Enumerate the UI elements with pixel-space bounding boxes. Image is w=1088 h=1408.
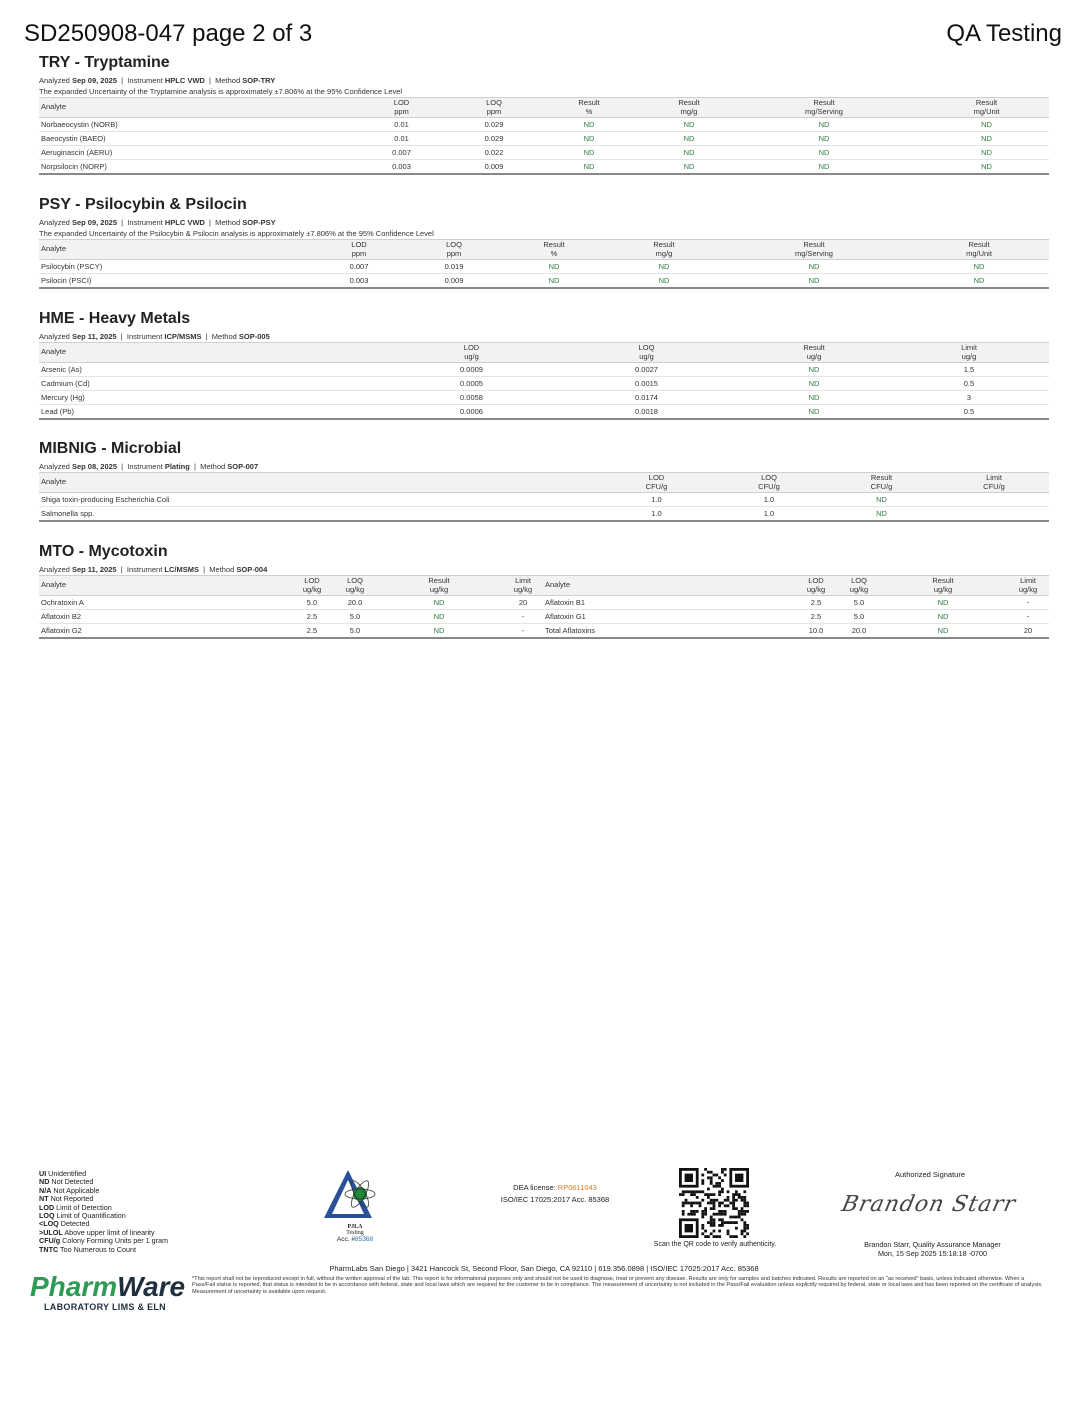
column-header: Result mg/Serving <box>805 98 843 116</box>
table-cell: ND <box>909 274 1049 289</box>
column-header: Result % <box>543 240 565 258</box>
lab-address: PharmLabs San Diego | 3421 Hancock St, Second Floor, San Diego, CA 92110 | 619.356.0898 | ISO/IEC 17025:2017 Acc. 85368 <box>329 1264 759 1273</box>
table-cell: 0.009 <box>464 160 524 175</box>
legend-entry: >ULOL Above upper limit of linearity <box>39 1227 155 1237</box>
table-cell: ND <box>609 274 719 289</box>
analysis-meta: Analyzed Sep 09, 2025 | Instrument HPLC VWD | Method SOP-PSY <box>39 218 276 227</box>
table-cell: 0.0009 <box>389 363 554 377</box>
table-cell: ND <box>924 118 1049 132</box>
pjla-accreditation <box>320 1168 390 1243</box>
pharmware-logo: PharmWare LABORATORY LIMS & ELN <box>30 1271 186 1312</box>
table-cell: ND <box>499 260 609 274</box>
column-header: Analyte <box>41 244 67 254</box>
table-cell: ND <box>724 146 924 160</box>
uncertainty-note: The expanded Uncertainty of the Psilocybin & Psilocin analysis is approximately ±7.806% at the 95% Confidence Level <box>39 229 434 238</box>
table-cell: 5.0 <box>335 610 375 624</box>
column-header: LOQ ug/kg <box>849 576 869 594</box>
column-header: Result % <box>578 98 600 116</box>
table-cell: 0.029 <box>464 132 524 146</box>
column-header: Limit ug/kg <box>513 576 533 594</box>
table-cell: ND <box>909 260 1049 274</box>
table-cell: Norpsilocin (NORP) <box>39 160 339 175</box>
column-header: Result CFU/g <box>870 473 893 491</box>
table-cell: ND <box>924 160 1049 175</box>
table-cell: ND <box>724 132 924 146</box>
results-table <box>39 97 1049 175</box>
table-row <box>39 260 1049 274</box>
table-cell: 0.0174 <box>554 391 739 405</box>
dea-license: DEA license: RP0611043 ISO/IEC 17025:2017 Acc. 85368 <box>500 1183 610 1204</box>
table-row <box>39 391 1049 405</box>
table-cell: Norbaeocystin (NORB) <box>39 118 339 132</box>
table-row <box>39 146 1049 160</box>
column-header: Limit ug/g <box>961 343 977 361</box>
column-header: LOQ CFU/g <box>758 473 780 491</box>
table-cell: 0.009 <box>409 274 499 289</box>
table-row <box>39 363 1049 377</box>
table-header-row <box>39 240 1049 260</box>
column-header: Result mg/Unit <box>973 98 1000 116</box>
legend-entry: UI Unidentified <box>39 1169 87 1178</box>
table-cell: 2.5 <box>289 624 335 639</box>
table-cell: - <box>503 610 543 624</box>
section-title: TRY - Tryptamine <box>39 54 170 71</box>
table-cell: Aflatoxin G1 <box>543 610 793 624</box>
table-cell: ND <box>739 405 889 420</box>
table-header-row <box>39 473 1049 493</box>
column-header: LOD ug/kg <box>302 576 322 594</box>
table-cell: 20 <box>503 596 543 610</box>
table-cell: 0.01 <box>339 118 464 132</box>
table-cell: 0.029 <box>464 118 524 132</box>
table-cell: 0.0015 <box>554 377 739 391</box>
table-cell: - <box>1007 610 1049 624</box>
legend-entry: LOQ Limit of Quantification <box>39 1211 126 1221</box>
column-header: Result mg/Unit <box>966 240 992 258</box>
legend-entry: ND Not Detected <box>39 1177 94 1187</box>
results-table <box>39 575 1049 639</box>
section-psy <box>39 196 1049 289</box>
table-cell: ND <box>719 274 909 289</box>
table-cell: 0.003 <box>309 274 409 289</box>
table-cell: ND <box>724 160 924 175</box>
table-cell: Arsenic (As) <box>39 363 389 377</box>
table-cell: 20.0 <box>839 624 879 639</box>
table-cell: 20 <box>1007 624 1049 639</box>
column-header: Result mg/g <box>678 98 700 116</box>
table-cell: ND <box>879 610 1007 624</box>
table-cell: ND <box>524 132 654 146</box>
column-header: Result ug/g <box>803 343 825 361</box>
column-header: Result ug/kg <box>932 576 954 594</box>
table-cell: ND <box>739 363 889 377</box>
table-row <box>39 274 1049 289</box>
column-header: Result mg/g <box>653 240 675 258</box>
results-table <box>39 239 1049 289</box>
column-header: LOD ug/g <box>463 343 480 361</box>
table-cell: 0.0058 <box>389 391 554 405</box>
column-header: Analyte <box>41 347 67 357</box>
table-cell: 0.019 <box>409 260 499 274</box>
table-cell: ND <box>924 132 1049 146</box>
column-header: Limit CFU/g <box>983 473 1005 491</box>
section-hme <box>39 310 1049 420</box>
table-cell: Lead (Pb) <box>39 405 389 420</box>
table-cell: Ochratoxin A <box>39 596 289 610</box>
table-row <box>39 610 1049 624</box>
table-cell: 0.003 <box>339 160 464 175</box>
table-cell: 0.0018 <box>554 405 739 420</box>
table-cell: ND <box>654 132 724 146</box>
results-table <box>39 342 1049 420</box>
table-cell: 3 <box>889 391 1049 405</box>
table-cell: ND <box>824 507 939 522</box>
table-cell: 1.5 <box>889 363 1049 377</box>
table-row <box>39 405 1049 420</box>
table-cell: 0.5 <box>889 405 1049 420</box>
column-header: LOQ ug/g <box>638 343 655 361</box>
legend-entry: NT Not Reported <box>39 1194 94 1204</box>
legend-entry: LOD Limit of Detection <box>39 1202 112 1212</box>
table-cell: 0.01 <box>339 132 464 146</box>
section-mibnig <box>39 440 1049 522</box>
table-cell: Aeruginascin (AERU) <box>39 146 339 160</box>
table-cell: ND <box>879 624 1007 639</box>
column-header: LOQ ppm <box>486 98 502 116</box>
table-cell: Aflatoxin B2 <box>39 610 289 624</box>
column-header: Limit ug/kg <box>1018 576 1038 594</box>
column-header: Result mg/Serving <box>795 240 833 258</box>
column-header: Result ug/kg <box>428 576 450 594</box>
table-cell: 0.007 <box>339 146 464 160</box>
table-cell: Aflatoxin G2 <box>39 624 289 639</box>
table-cell: - <box>503 624 543 639</box>
table-row <box>39 377 1049 391</box>
column-header: LOD ppm <box>351 240 367 258</box>
column-header: Analyte <box>41 102 67 112</box>
column-header: LOD ppm <box>393 98 410 116</box>
table-cell: 0.022 <box>464 146 524 160</box>
table-header-row <box>39 576 1049 596</box>
pjla-sub: Testing <box>346 1230 364 1236</box>
table-cell: ND <box>719 260 909 274</box>
company-name: QA Testing <box>946 20 1062 47</box>
table-cell: ND <box>739 377 889 391</box>
analysis-meta: Analyzed Sep 11, 2025 | Instrument LC/MSMS | Method SOP-004 <box>39 565 268 574</box>
table-cell: ND <box>724 118 924 132</box>
section-title: MTO - Mycotoxin <box>39 543 168 560</box>
table-cell: 10.0 <box>793 624 839 639</box>
table-cell: ND <box>524 146 654 160</box>
legend-entry: TNTC Too Numerous to Count <box>39 1244 136 1254</box>
table-cell: 0.0005 <box>389 377 554 391</box>
pjla-acc: Acc. #85368 <box>336 1236 374 1243</box>
legend-entry: N/A Not Applicable <box>39 1185 100 1195</box>
column-header: Analyte <box>545 580 571 590</box>
column-header: LOD CFU/g <box>645 473 668 491</box>
table-cell: ND <box>609 260 719 274</box>
abbreviation-legend <box>39 1170 168 1254</box>
table-cell: 0.5 <box>889 377 1049 391</box>
pjla-name: PJLA <box>347 1224 363 1230</box>
table-cell: ND <box>499 274 609 289</box>
section-title: MIBNIG - Microbial <box>39 440 182 457</box>
table-cell: Psilocin (PSCI) <box>39 274 309 289</box>
table-cell: ND <box>375 610 503 624</box>
disclaimer: *This report shall not be reproduced except in full, without the written approval of the lab. This report is for informational purposes only and should not be used to diagnose, treat or prevent any disease. Results are only for samples and batches indicated. Results are reported on an "as received" basis, unless indicated otherwise. When a Pass/Fail status is reported, that status is intended to be in accordance with federal, state and local laws which are required for the customer to be in compliance. The measurement of uncertainty is not included in the Pass/Fail evaluation unless explicitly required by federal, state or local laws and has been reported on the certificate of analysis. Measurement of uncertainty is available upon request. <box>192 1276 1043 1295</box>
table-cell: Salmonella spp. <box>39 507 599 522</box>
analysis-meta: Analyzed Sep 08, 2025 | Instrument Plating | Method SOP-007 <box>39 462 259 471</box>
section-try <box>39 54 1049 175</box>
table-row <box>39 118 1049 132</box>
column-header: LOQ ppm <box>446 240 462 258</box>
table-row <box>39 132 1049 146</box>
table-cell: Mercury (Hg) <box>39 391 389 405</box>
table-cell: 2.5 <box>793 596 839 610</box>
table-header-row <box>39 98 1049 118</box>
table-row <box>39 160 1049 175</box>
table-row <box>39 507 1049 522</box>
table-cell: Baeocystin (BAEO) <box>39 132 339 146</box>
column-header: LOQ ug/kg <box>345 576 365 594</box>
table-cell: ND <box>824 493 939 507</box>
table-cell: ND <box>924 146 1049 160</box>
table-cell: 0.0006 <box>389 405 554 420</box>
table-cell: Psilocybin (PSCY) <box>39 260 309 274</box>
legend-entry: <LOQ Detected <box>39 1219 90 1229</box>
signature-image: Brandon Starr <box>839 1192 1019 1217</box>
table-header-row <box>39 343 1049 363</box>
results-table <box>39 472 1049 522</box>
table-cell: 5.0 <box>839 610 879 624</box>
table-cell: 1.0 <box>714 493 824 507</box>
table-row <box>39 596 1049 610</box>
uncertainty-note: The expanded Uncertainty of the Tryptamine analysis is approximately ±7.806% at the 95% Confidence Level <box>39 87 403 96</box>
report-id-title: SD250908-047 page 2 of 3 <box>24 20 313 47</box>
table-cell: 1.0 <box>599 493 714 507</box>
column-header: Analyte <box>41 580 67 590</box>
table-cell: Aflatoxin B1 <box>543 596 793 610</box>
table-cell: - <box>1007 596 1049 610</box>
table-cell: 2.5 <box>289 610 335 624</box>
qr-code-icon[interactable] <box>679 1168 749 1238</box>
table-cell: ND <box>524 160 654 175</box>
table-cell: 1.0 <box>714 507 824 522</box>
analysis-meta: Analyzed Sep 11, 2025 | Instrument ICP/MSMS | Method SOP-005 <box>39 332 270 341</box>
table-cell: ND <box>375 596 503 610</box>
table-cell: ND <box>654 160 724 175</box>
table-cell: 5.0 <box>839 596 879 610</box>
table-cell: ND <box>654 146 724 160</box>
qr-caption: Scan the QR code to verify authenticity. <box>653 1241 777 1248</box>
section-title: HME - Heavy Metals <box>39 310 191 327</box>
table-cell: Total Aflatoxins <box>543 624 793 639</box>
table-cell: 2.5 <box>793 610 839 624</box>
table-cell: 5.0 <box>289 596 335 610</box>
table-row <box>39 624 1049 639</box>
table-cell: ND <box>739 391 889 405</box>
table-row <box>39 493 1049 507</box>
section-mto <box>39 543 1049 639</box>
table-cell: 20.0 <box>335 596 375 610</box>
table-cell <box>939 493 1049 507</box>
signature-caption: Brandon Starr, Quality Assurance Manager Mon, 15 Sep 2025 15:18:18 -0700 <box>864 1240 1001 1258</box>
table-cell: ND <box>375 624 503 639</box>
table-cell: ND <box>654 118 724 132</box>
section-title: PSY - Psilocybin & Psilocin <box>39 196 247 213</box>
analysis-meta: Analyzed Sep 09, 2025 | Instrument HPLC VWD | Method SOP-TRY <box>39 76 276 85</box>
table-cell: 0.007 <box>309 260 409 274</box>
table-cell <box>939 507 1049 522</box>
column-header: Analyte <box>41 477 67 487</box>
table-cell: ND <box>879 596 1007 610</box>
legend-entry: CFU/g Colony Forming Units per 1 gram <box>39 1236 169 1246</box>
table-cell: 1.0 <box>599 507 714 522</box>
table-cell: 0.0027 <box>554 363 739 377</box>
table-cell: Shiga toxin-producing Escherichia Coli <box>39 493 599 507</box>
table-cell: ND <box>524 118 654 132</box>
table-cell: Cadmium (Cd) <box>39 377 389 391</box>
table-cell: 5.0 <box>335 624 375 639</box>
pjla-logo-icon <box>320 1168 390 1222</box>
column-header: LOD ug/kg <box>806 576 826 594</box>
signature-label: Authorized Signature <box>894 1170 966 1179</box>
